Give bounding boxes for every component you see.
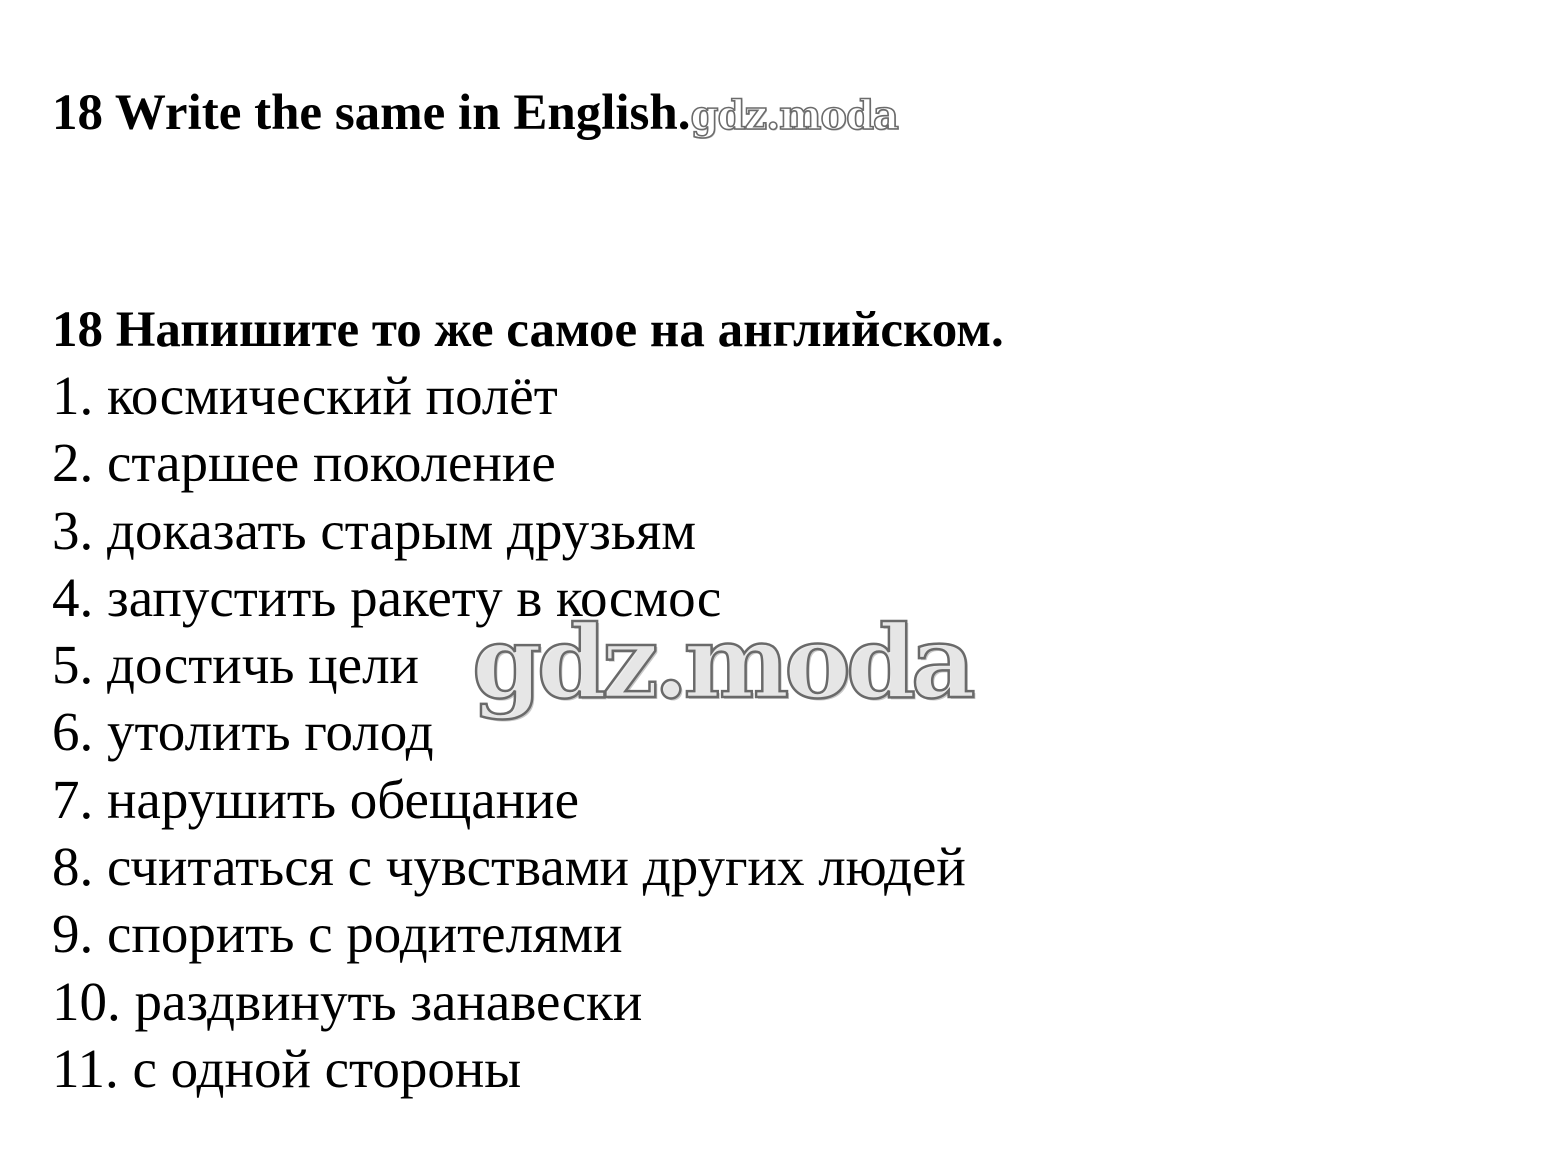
exercise-title-russian: 18 Напишите то же самое на английском. (52, 302, 1004, 358)
list-item: 9. спорить с родителями (52, 903, 623, 965)
exercise-title-english-text: 18 Write the same in English. (52, 85, 691, 141)
list-item: 2. старшее поколение (52, 432, 556, 494)
list-item: 10. раздвинуть занавески (52, 970, 643, 1032)
list-item: 3. доказать старым друзьям (52, 499, 697, 561)
exercise-title-english (52, 85, 898, 141)
watermark-small: gdz.moda (690, 92, 898, 139)
phrase-list (52, 362, 966, 1102)
list-item: 6. утолить голод (52, 701, 434, 763)
watermark-large: gdz.moda (472, 603, 971, 721)
list-item: 7. нарушить обещание (52, 768, 579, 830)
list-item: 5. достичь цели (52, 634, 419, 696)
list-item: 8. считаться с чувствами других людей (52, 836, 966, 898)
list-item: 11. с одной стороны (52, 1037, 522, 1099)
list-item: 4. запустить ракету в космос (52, 566, 722, 628)
list-item: 1. космический полёт (52, 365, 558, 426)
